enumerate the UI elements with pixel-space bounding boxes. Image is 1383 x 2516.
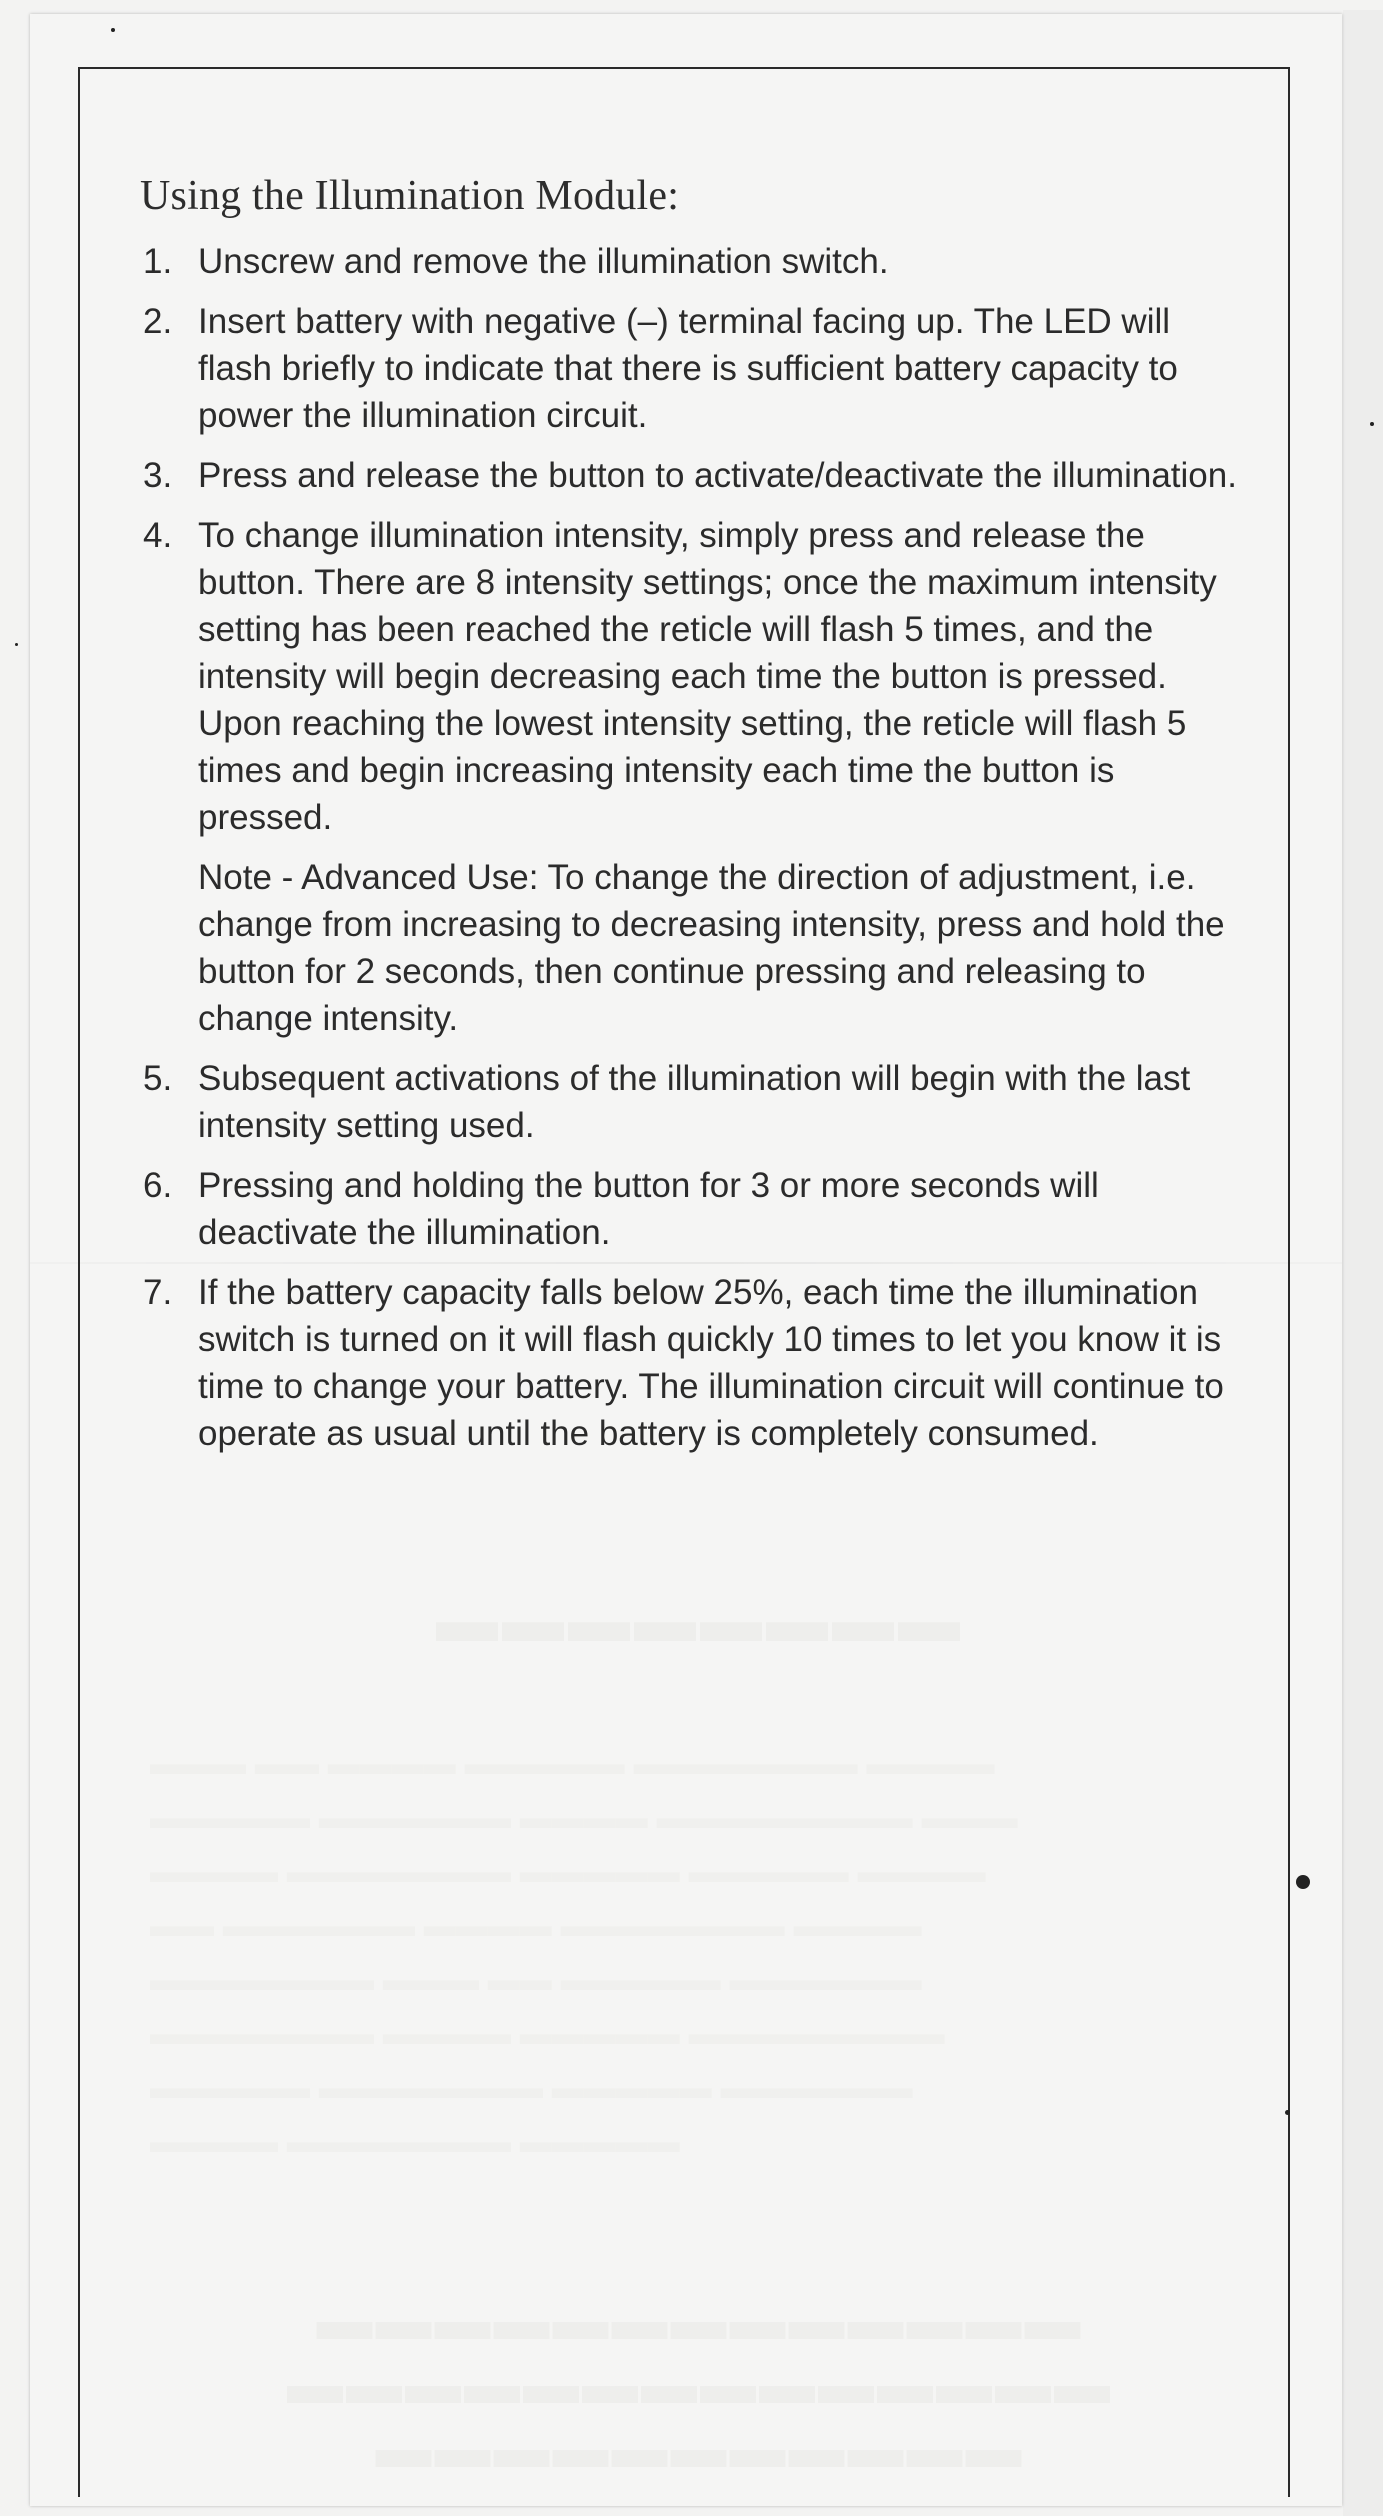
step-text: Insert battery with negative (–) terminal facing up. The LED will flash briefly to indicate that there is sufficient battery capacity to power the illumination circuit. (198, 302, 1178, 435)
advanced-use-note: Note - Advanced Use: To change the direction of adjustment, i.e. change from increasing to decreasing intensity, press and hold the button for 2 seconds, then continue pressing and releasing to change intensity. (198, 858, 1225, 1038)
section-title: Using the Illumination Module: (140, 173, 680, 219)
list-item-step-5 (140, 1055, 1250, 1149)
dust-speck (111, 28, 115, 32)
step-number: 1. (143, 242, 173, 281)
bleed-heading: ▬▬▬▬▬▬▬▬ (436, 1586, 964, 1655)
step-number: 3. (143, 456, 173, 495)
list-item-step-1 (140, 238, 1250, 285)
sheet-edge (1343, 10, 1383, 2516)
list-item-step-4 (140, 512, 1250, 1042)
step-number: 2. (143, 302, 173, 341)
dust-speck (1296, 1875, 1310, 1889)
list-item-step-7 (140, 1269, 1250, 1457)
list-item-step-2 (140, 298, 1250, 439)
bleed-heading-2: ▬▬▬▬▬▬▬▬▬▬▬▬▬ ▬▬▬▬▬▬▬▬▬▬▬▬▬▬ ▬▬▬▬▬▬▬▬▬▬▬ (287, 2288, 1113, 2479)
list-item-step-6 (140, 1162, 1250, 1256)
step-number: 5. (143, 1059, 173, 1098)
step-number: 6. (143, 1166, 173, 1205)
dust-speck (1370, 422, 1374, 426)
step-text: If the battery capacity falls below 25%, each time the illumination switch is turned on it will flash quickly 10 times to let you know it is time to change your battery. The illumination circuit will continue to operate as usual until the battery is completely consumed. (198, 1273, 1224, 1453)
step-text: Subsequent activations of the illumination will begin with the last intensity setting used. (198, 1059, 1191, 1145)
step-number: 7. (143, 1273, 173, 1312)
step-number: 4. (143, 516, 173, 555)
bleed-paragraph: ▬▬▬ ▬▬ ▬▬▬▬ ▬▬▬▬▬ ▬▬▬▬▬▬▬ ▬▬▬▬ ▬▬▬▬▬ ▬▬▬▬▬▬ ▬▬▬▬ ▬▬▬▬▬▬▬▬ ▬▬▬ ▬▬▬▬ ▬▬▬▬▬▬▬ ▬▬▬▬▬ ▬▬▬▬▬ ▬▬▬▬ ▬▬ ▬▬▬▬▬▬ ▬▬▬▬ ▬▬▬▬▬▬▬ ▬▬▬▬ ▬▬▬▬▬▬▬ ▬▬▬ ▬▬ ▬▬▬▬▬ ▬▬▬▬▬▬ ▬▬▬▬▬▬▬ ▬▬▬▬ ▬▬▬▬▬ ▬▬▬▬▬▬▬▬ ▬▬▬▬▬ ▬▬▬▬▬▬▬ ▬▬▬▬▬ ▬▬▬▬▬▬ ▬▬▬▬ ▬▬▬▬▬▬▬ ▬▬▬▬▬ (150, 1745, 1018, 2159)
step-text: To change illumination intensity, simply press and release the button. There are 8 intensity settings; once the maximum intensity setting has been reached the reticle will flash 5 times, and the intensity will begin decreasing each time the button is pressed. Upon reaching the lowest intensity setting, the reticle will flash 5 times and begin increasing intensity each time the button is pressed. (198, 516, 1217, 837)
step-text: Press and release the button to activate/deactivate the illumination. (198, 456, 1237, 495)
instructions-section (140, 172, 1250, 1470)
dust-speck (1285, 2110, 1290, 2115)
step-text: Unscrew and remove the illumination switch. (198, 242, 889, 281)
step-text: Pressing and holding the button for 3 or more seconds will deactivate the illumination. (198, 1166, 1099, 1252)
steps-list (140, 238, 1250, 1457)
dust-speck (15, 643, 18, 646)
list-item-step-3 (140, 452, 1250, 499)
